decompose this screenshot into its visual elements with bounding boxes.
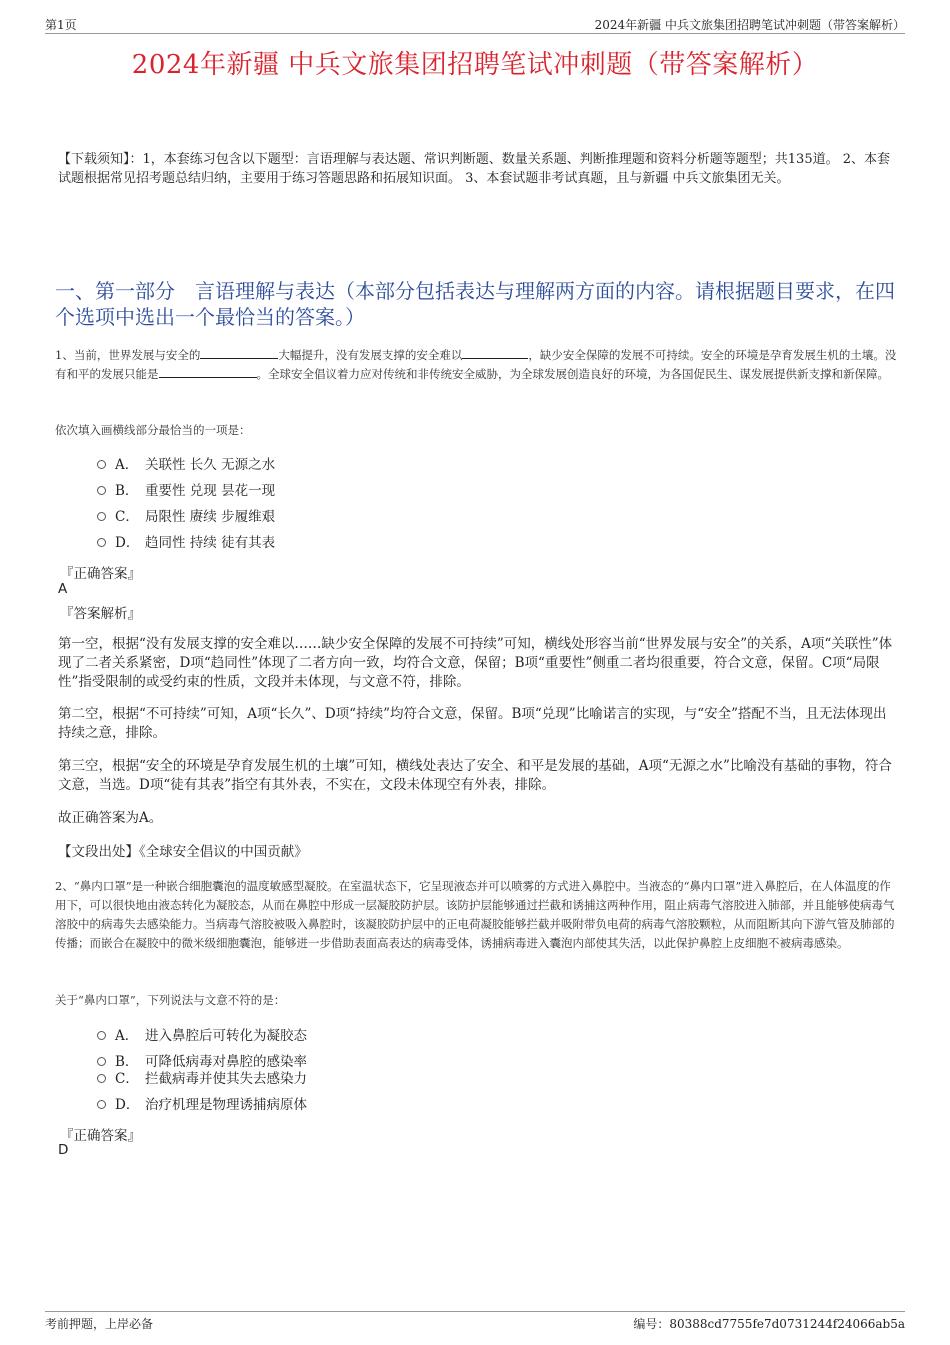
radio-icon[interactable]: [97, 1100, 106, 1109]
question-1-option-c[interactable]: C． 局限性 赓续 步履维艰: [97, 507, 275, 527]
section-heading: 一、第一部分 言语理解与表达（本部分包括表达与理解两方面的内容。请根据题目要求，在四个选项中选出一个最恰当的答案。）: [55, 279, 895, 329]
radio-icon[interactable]: [97, 512, 106, 521]
question-2-option-c[interactable]: C． 拦截病毒并使其失去感染力: [97, 1069, 307, 1089]
footer-slogan: 考前押题，上岸必备: [45, 1317, 154, 1331]
analysis-paragraph-3: 第三空，根据“安全的环境是孕育发展生机的土壤”可知，横线处表达了安全、和平是发展的基础，A项“无源之水”比喻没有基础的事物，符合文意，当选。D项“徒有其表”指空有其外表，不实在，文段未体现空有外表，排除。: [58, 758, 892, 793]
footer-doc-id: 编号：80388cd7755fe7d0731244f24066ab5a: [633, 1317, 905, 1331]
question-2-option-d[interactable]: D． 治疗机理是物理诱捕病原体: [97, 1095, 307, 1115]
question-1-option-b[interactable]: B． 重要性 兑现 昙花一现: [97, 481, 275, 501]
analysis-paragraph-1: 第一空，根据“没有发展支撑的安全难以……缺少安全保障的发展不可持续”可知，横线处形容当前“世界发展与安全”的关系，A项“关联性”体现了二者关系紧密，D项“趋同性”体现了二者方向一致，均符合文意，保留；B项“重要性”侧重二者均很重要，符合文意，保留。C项“局限性”指受限制的或受约束的性质，文段并未体现，与文意不符，排除。: [58, 636, 893, 690]
question-1-option-d[interactable]: D． 趋同性 持续 徒有其表: [97, 533, 275, 553]
correct-answer-value: A: [58, 581, 68, 597]
radio-icon[interactable]: [97, 538, 106, 547]
question-2-option-a[interactable]: A． 进入鼻腔后可转化为凝胶态: [97, 1026, 307, 1046]
fill-blank-3: [159, 366, 257, 378]
correct-answer-label: 『正确答案』: [60, 1128, 141, 1144]
page-header: [45, 14, 905, 34]
question-2-prompt: 关于“鼻内口罩”，下列说法与文意不符的是：: [55, 993, 286, 1007]
fill-blank-1: [200, 347, 278, 359]
analysis-label: 『答案解析』: [60, 606, 141, 622]
question-1-option-a[interactable]: A． 关联性 长久 无源之水: [97, 455, 275, 475]
question-1-text: 1、当前，世界发展与安全的 大幅提升，没有发展支撑的安全难以 ，缺少安全保障的发展不可持续。安全的环境是孕育发展生机的土壤。没有和平的发展只能是 。全球安全倡议着力应对传统和非传统安全威胁，为全球发展创造良好的环境，为各国促民生、谋发展提供新支撑和新保障。: [55, 348, 897, 381]
analysis-paragraph-2: 第二空，根据“不可持续”可知，A项“长久”、D项“持续”均符合文意，保留。B项“兑现”比喻诺言的实现，与“安全”搭配不当，且无法体现出持续之意，排除。: [58, 706, 887, 741]
radio-icon[interactable]: [97, 1031, 106, 1040]
download-notice: 【下载须知】：1，本套练习包含以下题型：言语理解与表达题、常识判断题、数量关系题、判断推理题和资料分析题等题型；共135道。 2、本套试题根据常见招考题总结归纳，主要用于练习答题思路和拓展知识面。 3、本套试题非考试真题，且与新疆 中兵文旅集团无关。: [58, 152, 890, 186]
page-footer: [45, 1311, 905, 1335]
page-title: 2024年新疆 中兵文旅集团招聘笔试冲刺题（带答案解析）: [131, 50, 819, 80]
correct-answer-label: 『正确答案』: [60, 566, 141, 582]
analysis-conclusion: 故正确答案为A。: [58, 810, 163, 826]
header-doc-title: 2024年新疆 中兵文旅集团招聘笔试冲刺题（带答案解析）: [594, 18, 905, 32]
radio-icon[interactable]: [97, 1057, 106, 1066]
page-number: 第1页: [45, 18, 77, 32]
fill-blank-2: [462, 347, 528, 359]
text-source: 【文段出处】《全球安全倡议的中国贡献》: [58, 844, 308, 860]
question-2-option-b[interactable]: B． 可降低病毒对鼻腔的感染率: [97, 1052, 307, 1072]
question-2-text: 2、“鼻内口罩”是一种嵌合细胞囊泡的温度敏感型凝胶。在室温状态下，它呈现液态并可以喷雾的方式进入鼻腔中。当液态的“鼻内口罩”进入鼻腔后，在人体温度的作用下，可以很快地由液态转化为凝胶态，从而在鼻腔中形成一层凝胶防护层。该防护层能够通过拦截和诱捕这两种作用，阻止病毒气溶胶进入肺部，并且能够使病毒气溶胶中的病毒失去感染能力。当病毒气溶胶被吸入鼻腔时，该凝胶防护层中的正电荷凝胶能够拦截并吸附带负电荷的病毒气溶胶颗粒，从而阻断其向下游气管及肺部的传播；而嵌合在凝胶中的微米级细胞囊泡，能够进一步借助表面高表达的病毒受体，诱捕病毒进入囊泡内部使其失活，以此保护鼻腔上皮细胞不被病毒感染。: [55, 879, 895, 950]
radio-icon[interactable]: [97, 460, 106, 469]
radio-icon[interactable]: [97, 486, 106, 495]
radio-icon[interactable]: [97, 1074, 106, 1083]
question-1-prompt: 依次填入画横线部分最恰当的一项是：: [55, 423, 251, 437]
correct-answer-value: D: [58, 1142, 69, 1158]
